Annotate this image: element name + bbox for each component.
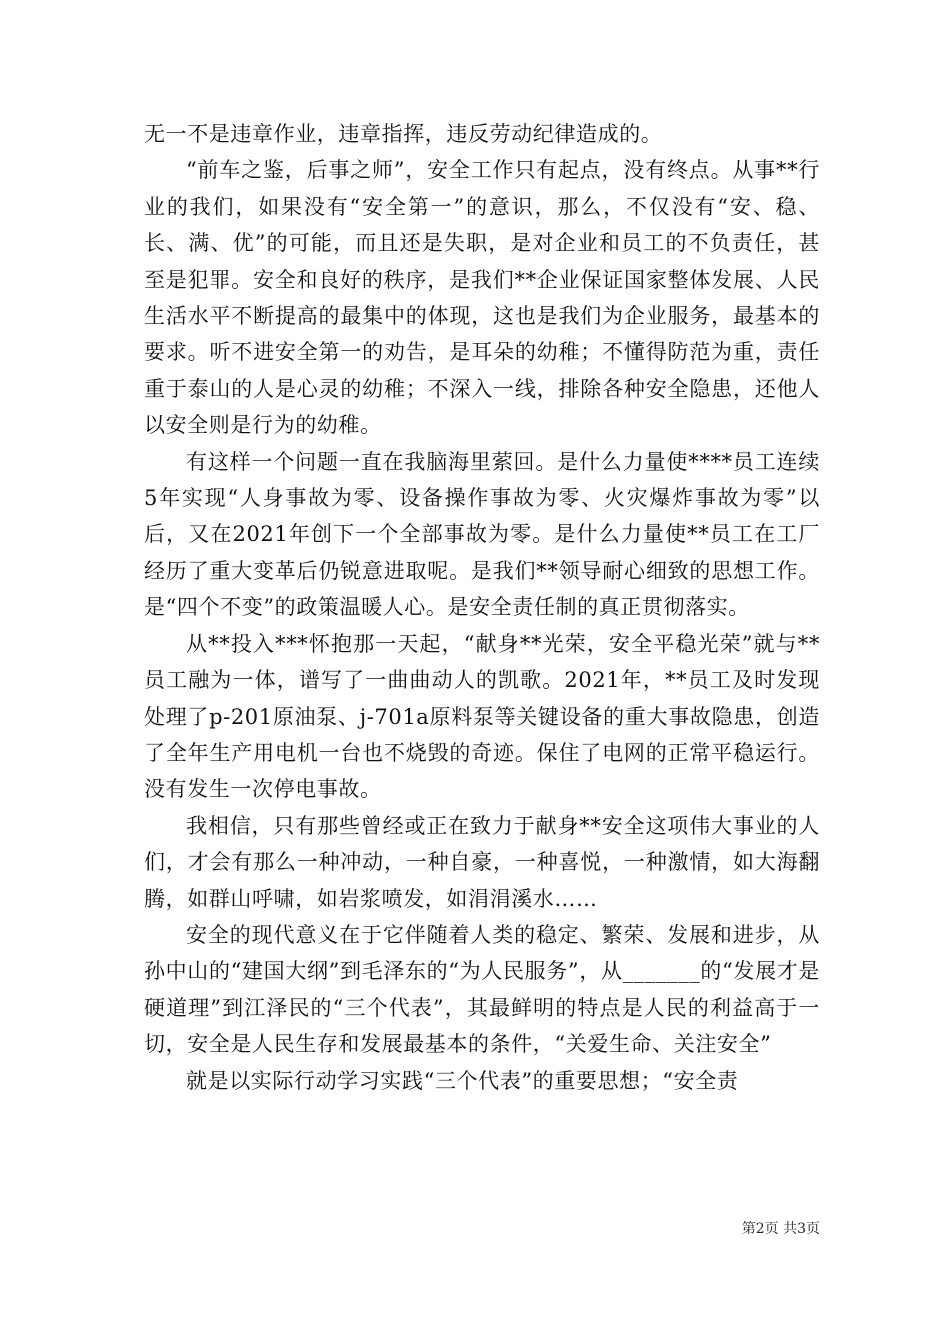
paragraph-7: 就是以实际行动学习实践“三个代表”的重要思想；“安全责 <box>186 1068 739 1093</box>
paragraph-2: “前车之鉴，后事之师”，安全工作只有起点，没有终点。从事**行业的我们，如果没有“安全第一”的意识，那么，不仅没有“安、稳、长、满、优”的可能，而且还是失职，是对企业和员工的不负责任，甚至是犯罪。安全和良好的秩序，是我们**企业保证国家整体发展、人民生活水平不断提高的最集中的体现，这也是我们为企业服务，最基本的要求。听不进安全第一的劝告，是耳朵的幼稚；不懂得防范为重，责任重于泰山的人是心灵的幼稚；不深入一线，排除各种安全隐患，还他人以安全则是行为的幼稚。 <box>144 158 820 438</box>
paragraph-4: 从**投入***怀抱那一天起，“献身**光荣，安全平稳光荣”就与**员工融为一体，谱写了一曲曲动人的凯歌。2021年，**员工及时发现处理了p-201原油泵、j-701a原料泵等关键设备的重大事故隐患，创造了全年生产用电机一台也不烧毁的奇迹。保住了电网的正常平稳运行。没有发生一次停电事故。 <box>144 631 820 802</box>
paragraph-3: 有这样一个问题一直在我脑海里萦回。是什么力量使****员工连续5年实现“人身事故为零、设备操作事故为零、火灾爆炸事故为零”以后，又在2021年创下一个全部事故为零。是什么力量使**员工在工厂经历了重大变革后仍锐意进取呢。是我们**领导耐心细致的思想工作。是“四个不变”的政策温暖人心。是安全责任制的真正贯彻落实。 <box>144 449 820 620</box>
document-body <box>144 116 820 1099</box>
paragraph-6: 安全的现代意义在于它伴随着人类的稳定、繁荣、发展和进步，从孙中山的“建国大纲”到毛泽东的“为人民服务”，从_______的“发展才是硬道理”到江泽民的“三个代表”，其最鲜明的特点是人民的利益高于一切，安全是人民生存和发展最基本的条件，“关爱生命、关注安全” <box>144 922 820 1057</box>
paragraph-1: 无一不是违章作业，违章指挥，违反劳动纪律造成的。 <box>144 122 663 146</box>
paragraph-5: 我相信，只有那些曾经或正在致力于献身**安全这项伟大事业的人们，才会有那么一种冲动，一种自豪，一种喜悦，一种激情，如大海翻腾，如群山呼啸，如岩浆喷发，如涓涓溪水…… <box>144 813 820 911</box>
page-number: 第2页 共3页 <box>741 1221 820 1237</box>
